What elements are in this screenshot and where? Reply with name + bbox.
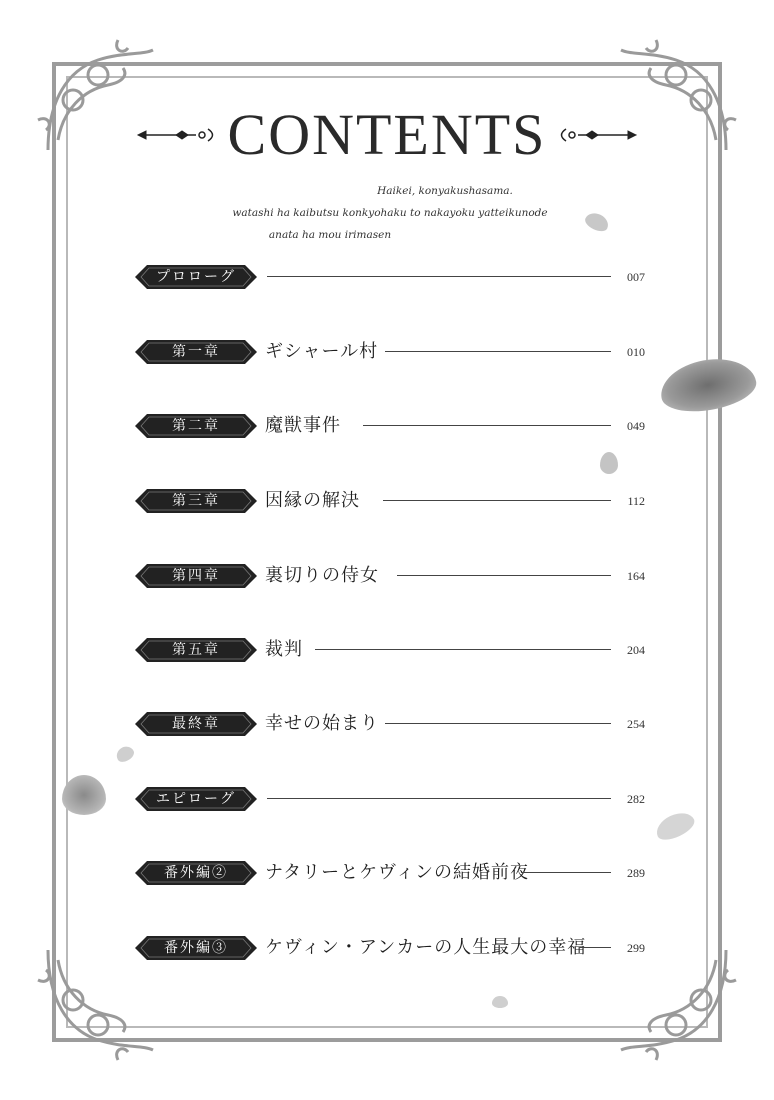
leader-line bbox=[383, 500, 611, 501]
chapter-tag bbox=[135, 936, 257, 960]
chapter-tag-label: 番外編② bbox=[164, 865, 228, 881]
page-number: 049 bbox=[627, 419, 645, 433]
subtitle-line: watashi ha kaibutsu konkyohaku to nakayoku yatteikunode bbox=[232, 207, 548, 219]
toc-entry[interactable] bbox=[135, 561, 645, 591]
toc-entry[interactable] bbox=[135, 858, 645, 888]
page-number: 204 bbox=[627, 643, 645, 657]
chapter-tag-label: 第一章 bbox=[172, 344, 220, 360]
leader-line bbox=[385, 723, 611, 724]
subtitle-line: anata ha mou irimasen bbox=[268, 229, 392, 241]
leader-line bbox=[267, 276, 611, 277]
chapter-tag bbox=[135, 787, 257, 811]
leader-line bbox=[397, 575, 611, 576]
page-title: CONTENTS bbox=[227, 102, 547, 167]
chapter-tag bbox=[135, 712, 257, 736]
chapter-title: ケヴィン・アンカーの人生最大の幸福 bbox=[265, 937, 587, 958]
page-number: 254 bbox=[627, 717, 645, 731]
chapter-tag bbox=[135, 340, 257, 364]
chapter-title: 幸せの始まり bbox=[265, 713, 379, 734]
leader-line bbox=[521, 872, 611, 873]
chapter-title: ギシャール村 bbox=[265, 341, 379, 362]
leader-line bbox=[579, 947, 611, 948]
chapter-tag bbox=[135, 414, 257, 438]
page-number: 282 bbox=[627, 792, 645, 806]
toc-entry[interactable] bbox=[135, 635, 645, 665]
page-number: 010 bbox=[627, 345, 645, 359]
chapter-tag-label: 第三章 bbox=[172, 493, 220, 509]
chapter-tag-label: 第二章 bbox=[172, 418, 220, 434]
chapter-title: 魔獣事件 bbox=[265, 415, 341, 436]
chapter-tag-label: 第五章 bbox=[172, 642, 220, 658]
subtitle-line: Haikei, konyakushasama. bbox=[377, 185, 513, 197]
toc-entry[interactable] bbox=[135, 486, 645, 516]
page-number: 007 bbox=[627, 270, 645, 284]
chapter-title: ナタリーとケヴィンの結婚前夜 bbox=[265, 862, 530, 883]
page-number: 289 bbox=[627, 866, 645, 880]
chapter-tag-label: 番外編③ bbox=[164, 940, 228, 956]
chapter-tag-label: プロローグ bbox=[156, 269, 236, 285]
leader-line bbox=[363, 425, 611, 426]
page-number: 299 bbox=[627, 941, 645, 955]
chapter-tag bbox=[135, 638, 257, 662]
toc-entry[interactable] bbox=[135, 337, 645, 367]
toc-entry[interactable] bbox=[135, 784, 645, 814]
chapter-title: 裏切りの侍女 bbox=[265, 565, 379, 586]
chapter-tag-label: 第四章 bbox=[172, 568, 220, 584]
leader-line bbox=[315, 649, 611, 650]
chapter-tag bbox=[135, 265, 257, 289]
chapter-tag bbox=[135, 861, 257, 885]
chapter-tag bbox=[135, 564, 257, 588]
page-number: 164 bbox=[627, 569, 645, 583]
toc-entry[interactable] bbox=[135, 411, 645, 441]
chapter-tag bbox=[135, 489, 257, 513]
chapter-tag-label: 最終章 bbox=[172, 716, 220, 732]
chapter-tag-label: エピローグ bbox=[156, 791, 236, 807]
toc-entry[interactable] bbox=[135, 709, 645, 739]
leader-line bbox=[267, 798, 611, 799]
toc-entry[interactable] bbox=[135, 262, 645, 292]
leader-line bbox=[385, 351, 611, 352]
chapter-title: 因縁の解決 bbox=[265, 490, 360, 511]
chapter-title: 裁判 bbox=[265, 639, 303, 660]
toc-entry[interactable] bbox=[135, 933, 645, 963]
page-number: 112 bbox=[627, 494, 645, 508]
